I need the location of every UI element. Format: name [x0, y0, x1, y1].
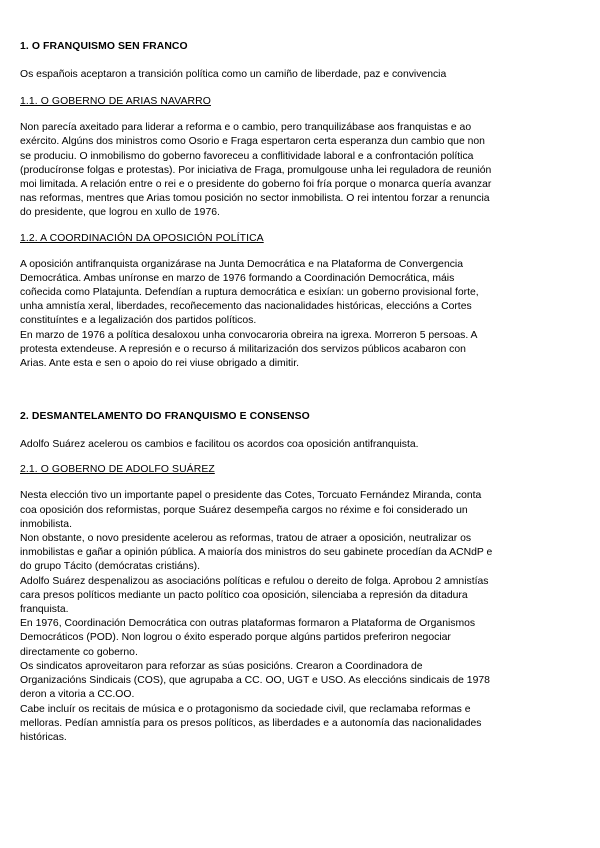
paragraph-line: Adolfo Suárez despenalizou as asociacións políticas e refulou o dereito de folga. Aprobou 2 amnistías — [20, 575, 489, 587]
paragraph-line: Organizacións Sindicais (COS), que agrupaba a CC. OO, UGT e USO. As eleccións sindicais de 1978 — [20, 675, 490, 687]
paragraph-line: Arias. Ante esta e sen o apoio do rei viuse obrigado a dimitir. — [20, 358, 299, 370]
paragraph-line: inmobilistas e gañar a opinión pública. A maioría dos ministros do seu gabinete procedían da ACNdP e — [20, 547, 493, 559]
paragraph-line: protesta extendeuse. A represión e o recurso á militarización dos servizos públicos acabaron con — [20, 343, 466, 355]
section-2-heading: 2. DESMANTELAMENTO DO FRANQUISMO E CONSENSO — [20, 411, 310, 423]
paragraph-line: directamente co goberno. — [20, 646, 138, 658]
paragraph-line: Non parecía axeitado para liderar a reforma e o cambio, pero tranquilizábase aos franquistas e ao — [20, 122, 472, 134]
paragraph-line: Democrática. Ambas uníronse en marzo de 1976 formando a Coordinación Democrática, máis — [20, 272, 455, 284]
paragraph-line: franquista. — [20, 604, 69, 616]
section-1-heading: 1. O FRANQUISMO SEN FRANCO — [20, 41, 188, 52]
paragraph-line: cara presos políticos mediante un pacto político coa oposición, silenciaba a represión da ditadura — [20, 589, 468, 601]
paragraph-line: (producíronse folgas e protestas). Por iniciativa de Fraga, promulgouse unha lei reguladora de reunión — [20, 164, 492, 176]
paragraph-line: nas reformas, mentres que Arias tomou posición no sector inmobilista. O rei intentou forzar a renuncia — [20, 193, 490, 205]
paragraph-line: constituíntes e a legalización dos partidos políticos. — [20, 315, 257, 327]
paragraph-line: do presidente, que logrou en xullo de 1976. — [20, 207, 220, 219]
paragraph-line: coñecida como Platajunta. Defendían a ruptura democrática e esixían: un goberno provisional forte, — [20, 287, 479, 299]
paragraph-line: exército. Algúns dos ministros como Osorio e Fraga espertaron certa esperanza dun cambio que non — [20, 136, 485, 148]
paragraph-line: unha amnistía xeral, liberdades, recoñecemento das nacionalidades históricas, eleccións a Cortes — [20, 301, 472, 313]
section-1-intro: Os españois aceptaron a transición política como un camiño de liberdade, paz e convivencia — [20, 69, 447, 80]
subsection-2-1-heading: 2.1. O GOBERNO DE ADOLFO SUÁREZ — [20, 464, 215, 476]
paragraph-line: se produciu. O inmobilismo do goberno favoreceu a conflitividade laboral e a confrontación política — [20, 150, 474, 162]
paragraph-line: Cabe incluír os recitais de música e o protagonismo da sociedade civil, que reclamaba reformas e — [20, 703, 471, 715]
subsection-1-2-body — [20, 258, 582, 372]
paragraph-line: do grupo Tácito (demócratas cristiáns). — [20, 561, 200, 573]
paragraph-line: históricas. — [20, 731, 67, 743]
section-2-intro: Adolfo Suárez acelerou os cambios e facilitou os acordos coa oposición antifranquista. — [20, 439, 419, 451]
subsection-1-1-heading: 1.1. O GOBERNO DE ARIAS NAVARRO — [20, 96, 211, 108]
paragraph-line: En marzo de 1976 a política desaloxou unha convocaroria obreira na igrexa. Morreron 5 persoas. A — [20, 329, 478, 341]
paragraph-line: Non obstante, o novo presidente acelerou as reformas, tratou de atraer a oposición, neutralizar os — [20, 533, 472, 545]
paragraph-line: inmobilista. — [20, 518, 72, 530]
paragraph-line: melloras. Pedían amnistía para os presos políticos, as liberdades e a autonomía das nacionalidades — [20, 717, 482, 729]
paragraph-line: A oposición antifranquista organizárase na Junta Democrática e na Plataforma de Convergencia — [20, 258, 464, 270]
paragraph-line: Democráticos (POD). Non logrou o éxito esperado porque algúns partidos preferiron negociar — [20, 632, 451, 644]
paragraph-line: moi limitada. A relación entre o rei e o presidente do goberno foi fría porque o monarca quería avanzar — [20, 179, 492, 191]
document-page — [20, 41, 582, 745]
paragraph-line: coa oposición dos reformistas, porque Suárez desempeña cargos no réxime e foi considerado un — [20, 504, 468, 516]
paragraph-line: deron a vitoria a CC.OO. — [20, 689, 135, 701]
paragraph-line: Os sindicatos aproveitaron para reforzar as súas posicións. Crearon a Coordinadora de — [20, 660, 423, 672]
subsection-1-1-body — [20, 121, 582, 220]
paragraph-line: Nesta elección tivo un importante papel o presidente das Cotes, Torcuato Fernández Miranda, conta — [20, 490, 482, 502]
subsection-1-2-heading: 1.2. A COORDINACIÓN DA OPOSICIÓN POLÍTICA — [20, 232, 264, 244]
paragraph-line: En 1976, Coordinación Democrática con outras plataformas formaron a Plataforma de Organismos — [20, 618, 476, 630]
subsection-2-1-body — [20, 489, 582, 745]
